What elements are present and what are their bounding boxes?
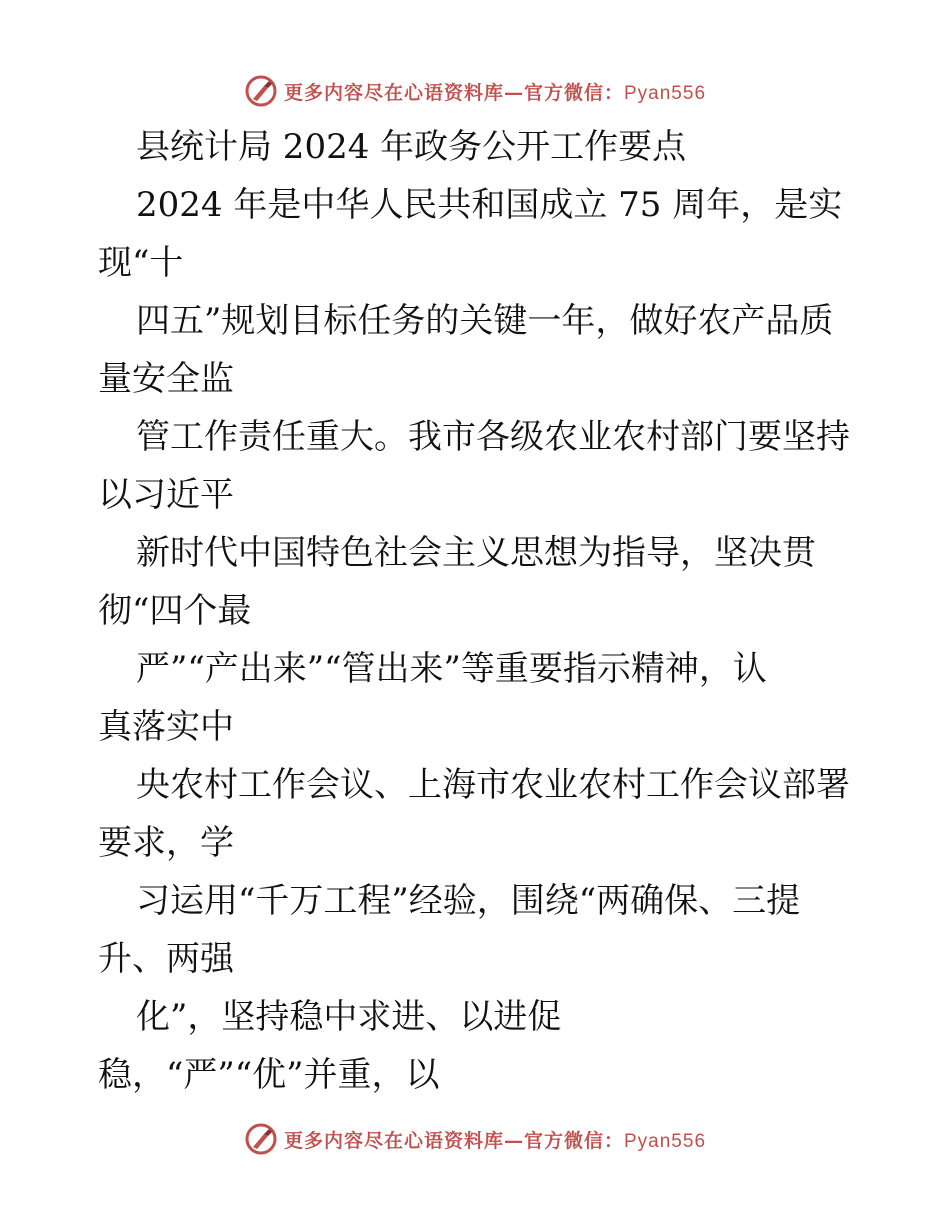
banner-dash: — (503, 1129, 524, 1152)
pen-logo-icon (244, 1122, 278, 1156)
document-title: 县统计局 2024 年政务公开工作要点 (136, 127, 687, 167)
text-line: 要求，学 (98, 823, 234, 863)
banner-text (284, 1126, 706, 1153)
document-body (98, 118, 858, 1104)
banner-dash: — (503, 81, 524, 104)
header-banner (0, 69, 950, 113)
text-line: 2024 年是中华人民共和国成立 75 周年，是实 (136, 185, 843, 225)
text-line: 以习近平 (98, 475, 234, 515)
banner-wechat-id: Pyan556 (624, 1130, 707, 1152)
text-line: 真落实中 (98, 707, 234, 747)
footer-banner (0, 1117, 950, 1161)
text-line: 化”，坚持稳中求进、以进促 (136, 997, 562, 1037)
text-line: 管工作责任重大。我市各级农业农村部门要坚持 (136, 417, 850, 457)
text-line: 新时代中国特色社会主义思想为指导，坚决贯 (136, 533, 816, 573)
banner-main-text: 更多内容尽在心语资料库 (283, 1129, 504, 1152)
banner-main-text: 更多内容尽在心语资料库 (283, 81, 504, 104)
text-line: 量安全监 (98, 359, 234, 399)
text-line: 严”“产出来”“管出来”等重要指示精神，认 (136, 649, 767, 689)
banner-official-label: 官方微信： (523, 1129, 624, 1152)
banner-text (284, 78, 706, 105)
text-line: 升、两强 (98, 939, 234, 979)
text-line: 稳，“严”“优”并重，以 (98, 1055, 440, 1095)
pen-logo-icon (244, 74, 278, 108)
text-line: 央农村工作会议、上海市农业农村工作会议部署 (136, 765, 850, 805)
banner-wechat-id: Pyan556 (624, 82, 707, 104)
text-line: 四五”规划目标任务的关键一年，做好农产品质 (136, 301, 834, 341)
banner-official-label: 官方微信： (523, 81, 624, 104)
text-line: 习运用“千万工程”经验，围绕“两确保、三提 (136, 881, 801, 921)
text-line: 彻“四个最 (98, 591, 252, 631)
text-line: 现“十 (98, 243, 184, 283)
